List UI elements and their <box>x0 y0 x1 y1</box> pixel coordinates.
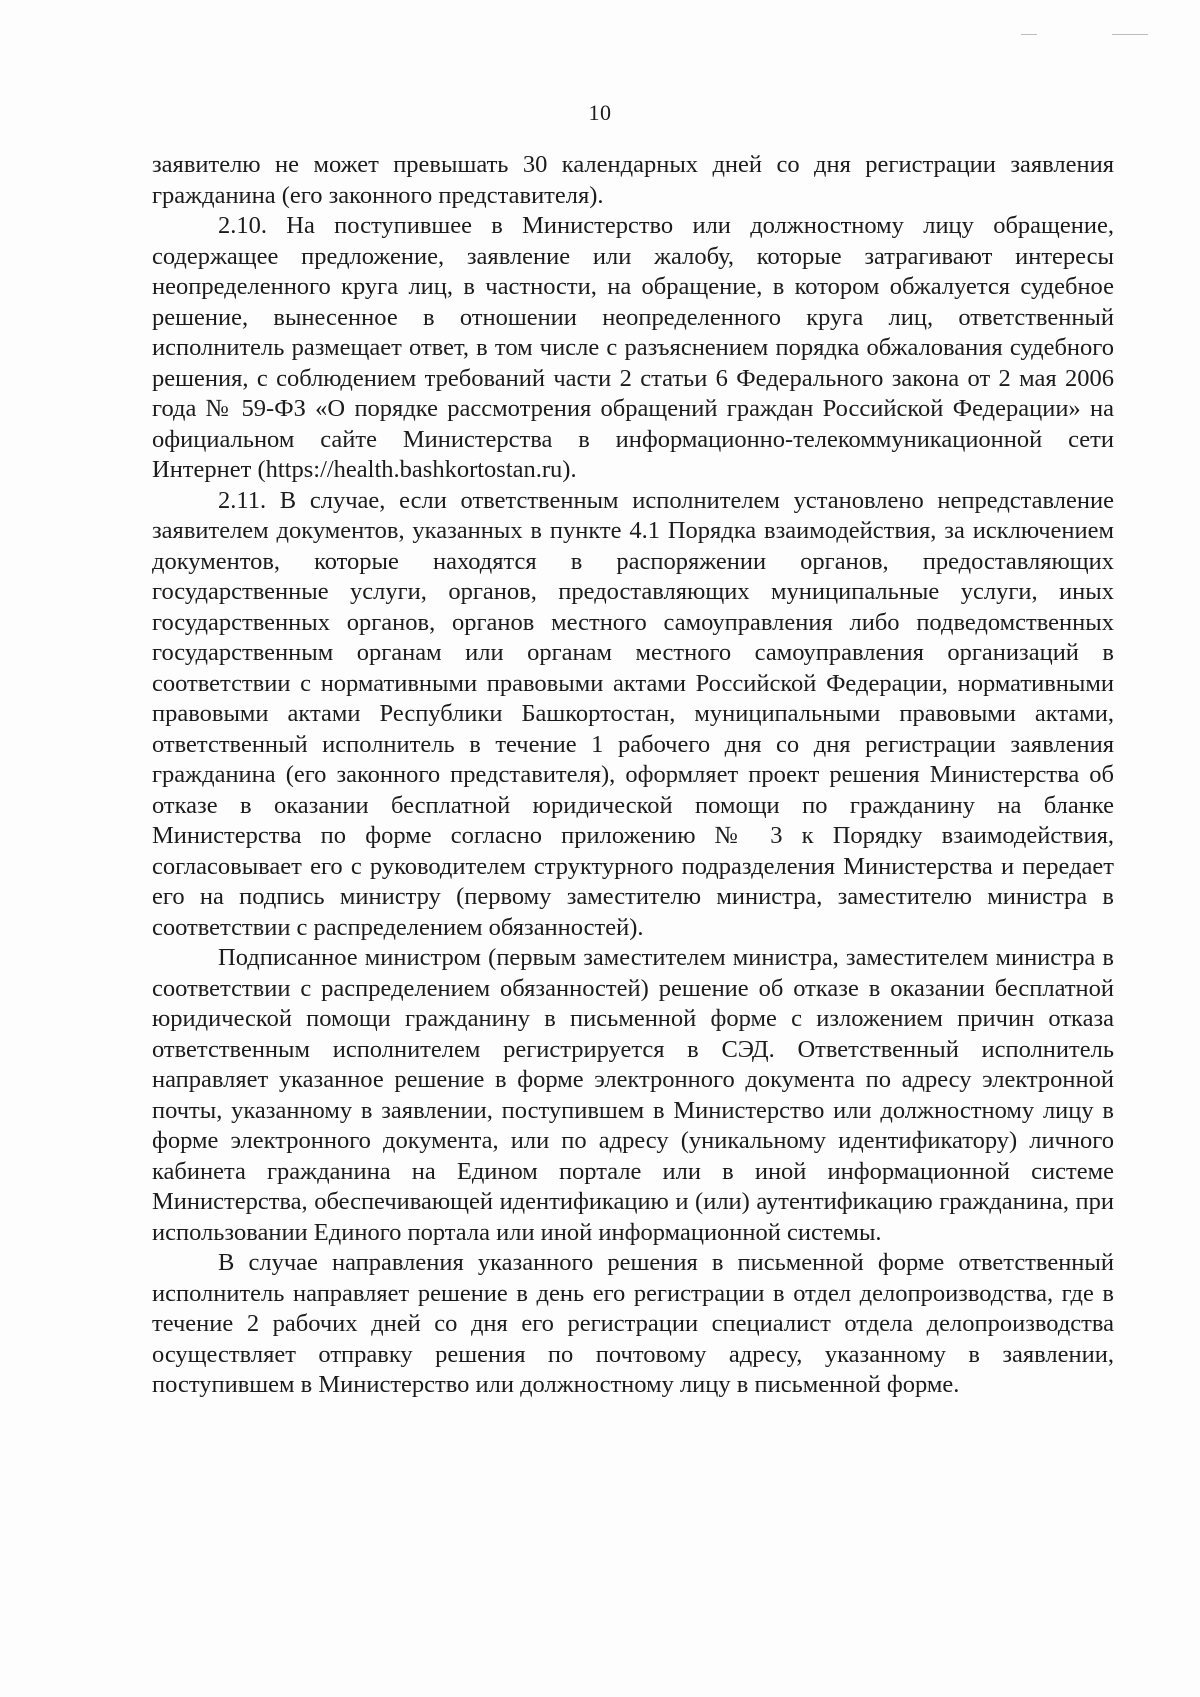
paragraph-2-10: 2.10. На поступившее в Министерство или должностному лицу обращение, содержащее предложение, заявление или жалобу, которые затрагивают интересы неопределенного круга лиц, в частности, на обращение, в котором обжалуется судебное решение, вынесенное в отношении неопределенного круга лиц, ответственный исполнитель размещает ответ, в том числе с разъяснением порядка обжалования судебного решения, с соблюдением требований части 2 статьи 6 Федерального закона от 2 мая 2006 года № 59-ФЗ «О порядке рассмотрения обращений граждан Российской Федерации» на официальном сайте Министерства в информационно-телекоммуникационной сети Интернет (https://health.bashkortostan.ru). <box>152 212 1114 483</box>
paragraph-signed-decision: Подписанное министром (первым заместителем министра, заместителем министра в соответствии с распределением обязанностей) решение об отказе в оказании бесплатной юридической помощи гражданину в письменной форме с изложением причин отказа ответственным исполнителем регистрируется в СЭД. Ответственный исполнитель направляет указанное решение в форме электронного документа по адресу электронной почты, указанному в заявлении, поступившем в Министерство или должностному лицу в форме электронного документа, или по адресу (уникальному идентификатору) личного кабинета гражданина на Едином портале или в иной информационной системе Министерства, обеспечивающей идентификацию и (или) аутентификацию гражданина, при использовании Единого портала или иной информационной системы. <box>152 944 1114 1246</box>
paragraph-written-form: В случае направления указанного решения в письменной форме ответственный исполнитель направляет решение в день его регистрации в отдел делопроизводства, где в течение 2 рабочих дней со дня его регистрации специалист отдела делопроизводства осуществляет отправку решения по почтовому адресу, указанному в заявлении, поступившем в Министерство или должностному лицу в письменной форме. <box>152 1249 1114 1398</box>
page-number: 10 <box>588 100 612 125</box>
paragraph-continuation: заявителю не может превышать 30 календарных дней со дня регистрации заявления гражданина (его законного представителя). <box>152 151 1114 209</box>
scan-artifact <box>1112 34 1148 35</box>
scan-artifact <box>1021 34 1037 35</box>
document-body <box>152 150 1114 1401</box>
paragraph-2-11: 2.11. В случае, если ответственным исполнителем установлено непредставление заявителем документов, указанных в пункте 4.1 Порядка взаимодействия, за исключением документов, которые находятся в распоряжении органов, предоставляющих государственные услуги, органов, предоставляющих муниципальные услуги, иных государственных органов, органов местного самоуправления либо подведомственных государственным органам или органам местного самоуправления организаций в соответствии с нормативными правовыми актами Российской Федерации, нормативными правовыми актами Республики Башкортостан, муниципальными правовыми актами, ответственный исполнитель в течение 1 рабочего дня со дня регистрации заявления гражданина (его законного представителя), оформляет проект решения Министерства об отказе в оказании бесплатной юридической помощи по гражданину на бланке Министерства по форме согласно приложению № 3 к Порядку взаимодействия, согласовывает его с руководителем структурного подразделения Министерства и передает его на подпись министру (первому заместителю министра, заместителю министра в соответствии с распределением обязанностей). <box>152 486 1114 941</box>
